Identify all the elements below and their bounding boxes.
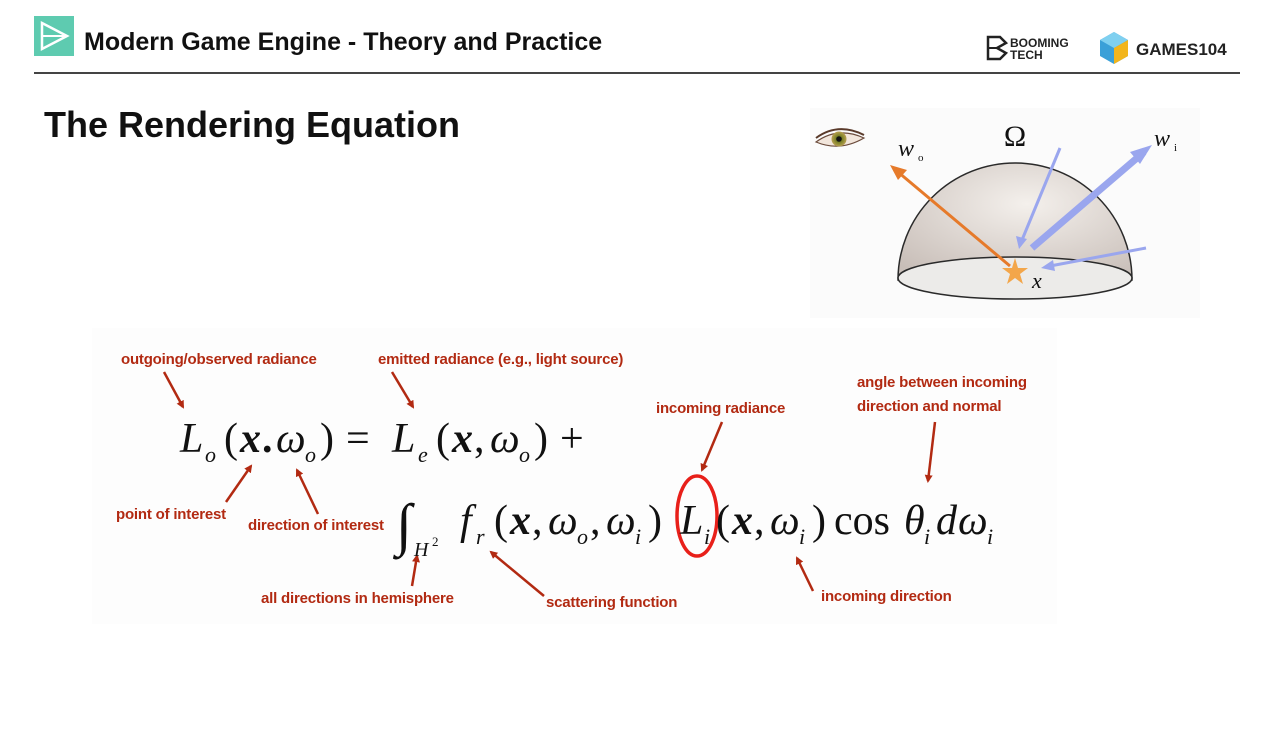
eq-paren-3: ( <box>436 416 450 462</box>
eq-omega-5: ω <box>770 498 800 544</box>
eq-x-3: x <box>510 498 531 544</box>
eq-omega-6: ω <box>958 498 988 544</box>
annotation-incoming-direction: incoming direction <box>821 588 952 605</box>
annotation-angle-line-1: angle between incoming <box>857 374 1027 391</box>
eq-omega-2-sub: o <box>519 442 530 467</box>
eq-x-1: x <box>240 416 261 462</box>
eq-integral: ∫ <box>396 492 412 557</box>
annotation-outgoing-radiance: outgoing/observed radiance <box>121 351 317 368</box>
annotation-direction-of-interest: direction of interest <box>248 517 384 534</box>
eq-omega-2: ω <box>490 416 520 462</box>
eq-x-2: x <box>452 416 473 462</box>
eq-paren-7: ( <box>716 498 730 544</box>
eq-equals: = <box>346 416 370 462</box>
games104-logo <box>1098 30 1243 66</box>
eq-comma-2: , <box>532 498 543 544</box>
eq-Li: L <box>680 498 704 544</box>
brand-tech-text: TECH <box>1010 48 1043 62</box>
eq-omega-4-sub: i <box>635 524 642 549</box>
incoming-direction-label: w <box>1154 126 1171 152</box>
booming-tech-logo <box>986 34 1090 62</box>
eq-omega-6-sub: i <box>987 524 994 549</box>
eq-paren-6: ) <box>648 498 662 544</box>
course-title: Modern Game Engine - Theory and Practice <box>84 28 603 56</box>
header-divider <box>34 72 1240 74</box>
eq-d: d <box>936 498 957 544</box>
eq-dot: . <box>262 416 273 462</box>
outgoing-direction-label: w <box>898 136 915 162</box>
hemisphere-diagram <box>810 108 1200 318</box>
eq-paren-1: ( <box>224 416 238 462</box>
annotation-angle-line-2: direction and normal <box>857 398 1002 415</box>
eq-f-sub: r <box>476 524 485 549</box>
eq-paren-8: ) <box>812 498 826 544</box>
eq-comma-4: , <box>754 498 765 544</box>
eq-Le-sub: e <box>418 442 428 467</box>
incoming-direction-sub: i <box>1174 142 1178 154</box>
eq-omega-5-sub: i <box>799 524 806 549</box>
eq-Le: L <box>392 416 416 462</box>
annotation-angle <box>857 371 1027 419</box>
outgoing-direction-sub: o <box>918 152 924 164</box>
eq-paren-5: ( <box>494 498 508 544</box>
eq-omega-4: ω <box>606 498 636 544</box>
eq-x-4: x <box>732 498 753 544</box>
eq-Lo-sub: o <box>205 442 216 467</box>
eq-f: f <box>460 498 472 544</box>
slide-header <box>0 0 1280 76</box>
annotation-emitted-radiance: emitted radiance (e.g., light source) <box>378 351 624 368</box>
eq-comma-1: , <box>474 416 485 462</box>
eq-omega-1-sub: o <box>305 442 316 467</box>
eq-comma-3: , <box>590 498 601 544</box>
annotation-scattering-function: scattering function <box>546 594 678 611</box>
eq-paren-2: ) <box>320 416 334 462</box>
eq-plus: + <box>560 416 584 462</box>
eq-Lo: L <box>180 416 204 462</box>
omega-solid-angle-label: Ω <box>1003 120 1027 153</box>
eq-paren-4: ) <box>534 416 548 462</box>
eq-omega-3: ω <box>548 498 578 544</box>
annotation-point-of-interest: point of interest <box>116 506 226 523</box>
eq-cos: cos <box>834 498 890 544</box>
course-logo-icon <box>34 16 74 56</box>
annotation-all-directions: all directions in hemisphere <box>261 590 454 607</box>
brand-booming-text: BOOMING <box>1010 36 1069 50</box>
eq-omega-1: ω <box>276 416 306 462</box>
eq-theta-sub: i <box>924 524 931 549</box>
eq-theta: θ <box>904 498 925 544</box>
brand-games-text: GAMES104 <box>1136 40 1227 59</box>
eq-H: H <box>414 539 429 561</box>
eq-Li-sub: i <box>704 524 711 549</box>
eq-H-exp: 2 <box>432 534 439 549</box>
surface-point-label: x <box>1032 268 1042 293</box>
annotation-incoming-radiance: incoming radiance <box>656 400 786 417</box>
slide-title: The Rendering Equation <box>44 104 461 145</box>
eq-omega-3-sub: o <box>577 524 588 549</box>
